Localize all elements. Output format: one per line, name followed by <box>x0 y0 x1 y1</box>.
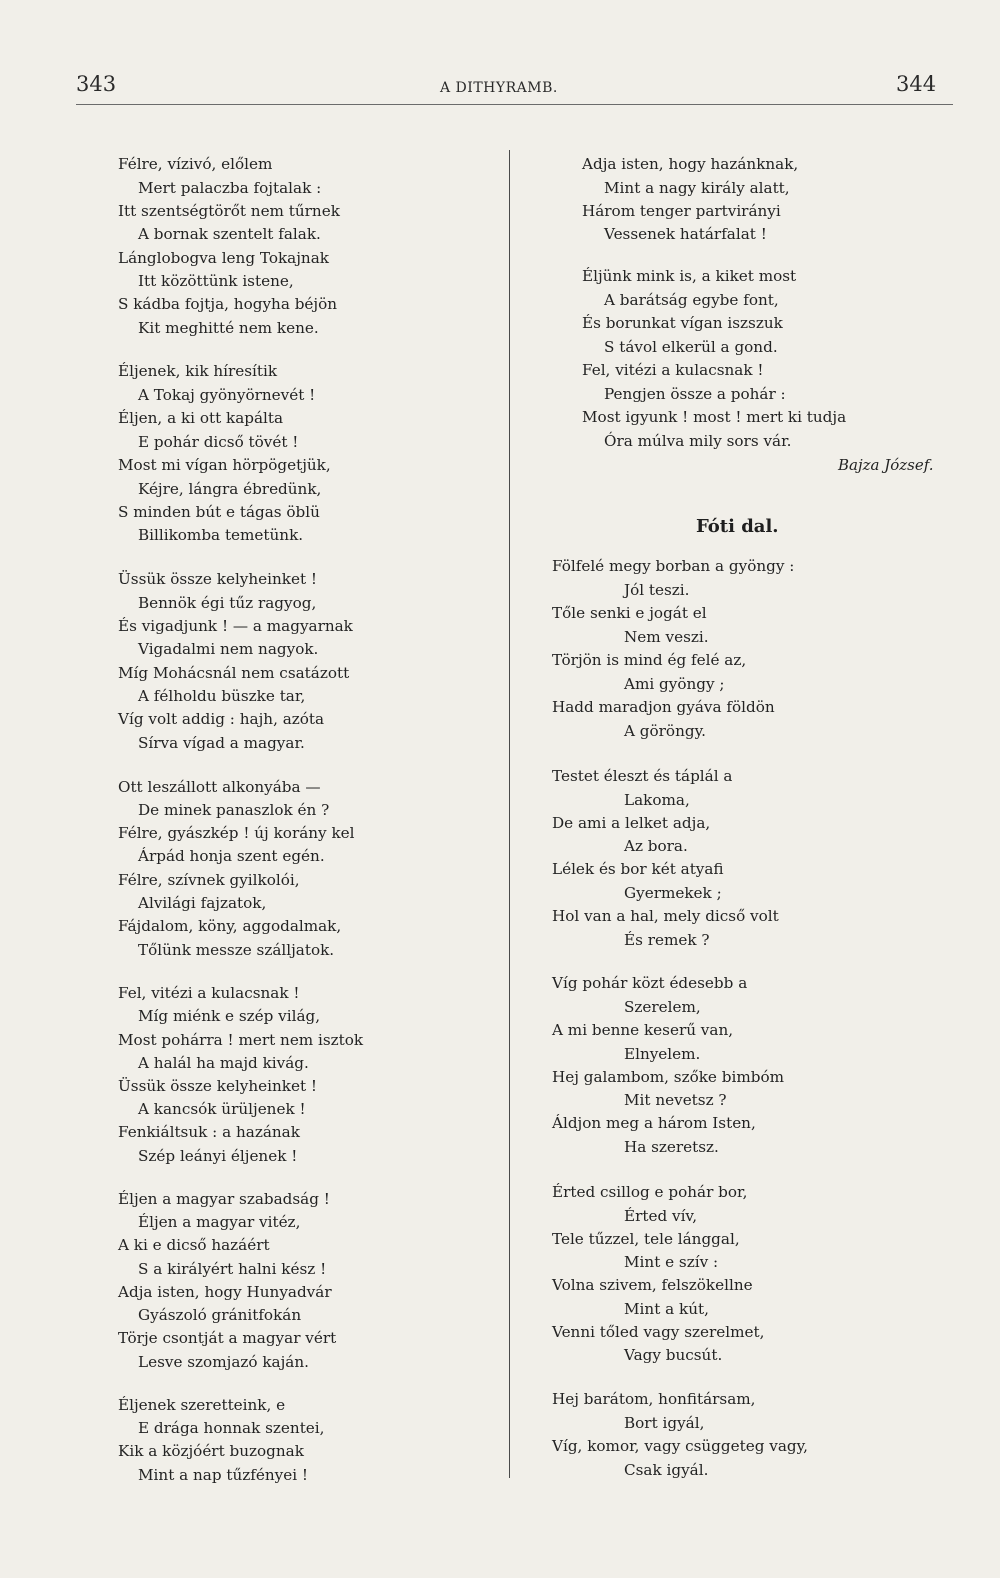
poem-left-line: De minek panaszlok én ? <box>138 801 330 819</box>
poem-foti-line: Elnyelem. <box>624 1045 701 1063</box>
running-title: A DITHYRAMB. <box>440 80 558 96</box>
poem-left-line: S kádba fojtja, hogyha béjön <box>118 295 338 313</box>
page-number-left: 343 <box>76 72 117 96</box>
poem-foti-line: Fölfelé megy borban a gyöngy : <box>552 557 795 575</box>
poem-left-line: Tőlünk messze szálljatok. <box>138 941 335 959</box>
poem-foti-line: Ami gyöngy ; <box>624 675 725 693</box>
poem-foti-line: Mint a kút, <box>624 1300 709 1318</box>
author-signature: Bajza József. <box>838 456 934 474</box>
poem-left-line: Félre, szívnek gyilkolói, <box>118 871 300 889</box>
poem-left-line: Míg Mohácsnál nem csatázott <box>118 664 350 682</box>
poem-foti-line: Hej galambom, szőke bimbóm <box>552 1068 784 1086</box>
poem-foti-line: Tele tűzzel, tele lánggal, <box>552 1230 740 1248</box>
poem-right-top-line: Adja isten, hogy hazánknak, <box>582 155 799 173</box>
poem-foti-line: Mint e szív : <box>624 1253 719 1271</box>
poem-left-line: Félre, vízivó, előlem <box>118 155 273 173</box>
poem-left-line: Alvilági fajzatok, <box>138 894 267 912</box>
poem-foti-line: Hol van a hal, mely dicső volt <box>552 907 779 925</box>
poem-right-top-line: És borunkat vígan iszszuk <box>582 314 783 332</box>
poem-foti-line: Szerelem, <box>624 998 701 1016</box>
poem-right-top-line: S távol elkerül a gond. <box>604 338 778 356</box>
poem-left-line: Éljen a magyar szabadság ! <box>118 1190 330 1208</box>
poem-left-line: Kik a közjóért buzognak <box>118 1442 304 1460</box>
poem-left-line: Félre, gyászkép ! új korány kel <box>118 824 355 842</box>
poem-title: Fóti dal. <box>696 516 779 537</box>
poem-foti-line: Csak igyál. <box>624 1461 709 1479</box>
poem-right-top-line: Most igyunk ! most ! mert ki tudja <box>582 408 847 426</box>
poem-foti-line: Ha szeretsz. <box>624 1138 719 1156</box>
poem-foti-line: Érted vív, <box>624 1207 698 1225</box>
poem-left-line: S a királyért halni kész ! <box>138 1260 327 1278</box>
poem-left-line: Ott leszállott alkonyába — <box>118 778 321 796</box>
poem-left-line: Bennök égi tűz ragyog, <box>138 594 317 612</box>
poem-left-line: Üssük össze kelyheinket ! <box>118 1077 318 1095</box>
poem-left-line: Gyászoló gránitfokán <box>138 1306 302 1324</box>
poem-left-line: Kéjre, lángra ébredünk, <box>138 480 322 498</box>
poem-foti-line: Mit nevetsz ? <box>624 1091 727 1109</box>
poem-foti-line: Érted csillog e pohár bor, <box>552 1183 748 1201</box>
poem-left-line: Éljen a magyar vitéz, <box>138 1213 301 1231</box>
poem-left-line: Víg volt addig : hajh, azóta <box>118 710 325 728</box>
poem-left-line: Most mi vígan hörpögetjük, <box>118 456 331 474</box>
poem-foti-line: Venni tőled vagy szerelmet, <box>552 1323 765 1341</box>
poem-foti-line: Hej barátom, honfitársam, <box>552 1390 756 1408</box>
poem-right-top-line: Óra múlva mily sors vár. <box>604 432 792 450</box>
poem-left-line: Billikomba temetünk. <box>138 526 304 544</box>
poem-left-line: Fájdalom, köny, aggodalmak, <box>118 917 342 935</box>
poem-right-top-line: Vessenek határfalat ! <box>604 225 767 243</box>
poem-left-line: Vigadalmi nem nagyok. <box>138 640 319 658</box>
poem-foti-line: Lélek és bor két atyafi <box>552 860 724 878</box>
poem-left-line: Árpád honja szent egén. <box>138 847 325 865</box>
poem-left-line: Lánglobogva leng Tokajnak <box>118 249 329 267</box>
poem-foti-line: Lakoma, <box>624 791 690 809</box>
poem-left-line: Éljenek szeretteink, e <box>118 1396 286 1414</box>
poem-foti-line: Gyermekek ; <box>624 884 722 902</box>
poem-foti-line: Volna szivem, felszökellne <box>552 1276 753 1294</box>
poem-left-line: S minden bút e tágas öblü <box>118 503 320 521</box>
poem-foti-line: Törjön is mind ég felé az, <box>552 651 747 669</box>
page-number-right: 344 <box>896 72 937 96</box>
poem-left-line: A félholdu büszke tar, <box>138 687 306 705</box>
poem-foti-line: Áldjon meg a három Isten, <box>552 1114 756 1132</box>
poem-foti-line: Nem veszi. <box>624 628 709 646</box>
poem-foti-line: Víg, komor, vagy csüggeteg vagy, <box>552 1437 809 1455</box>
poem-foti-line: Az bora. <box>624 837 688 855</box>
header-rule <box>76 104 953 105</box>
poem-left-line: Fel, vitézi a kulacsnak ! <box>118 984 300 1002</box>
poem-foti-line: És remek ? <box>624 931 710 949</box>
poem-left-line: Most pohárra ! mert nem isztok <box>118 1031 364 1049</box>
column-divider <box>509 150 510 1478</box>
poem-left-line: A halál ha majd kivág. <box>138 1054 309 1072</box>
poem-left-line: Itt szentségtörőt nem tűrnek <box>118 202 340 220</box>
poem-left-line: Lesve szomjazó kaján. <box>138 1353 309 1371</box>
poem-left-line: Éljen, a ki ott kapálta <box>118 409 284 427</box>
poem-foti-line: Víg pohár közt édesebb a <box>552 974 748 992</box>
poem-right-top-line: A barátság egybe font, <box>604 291 779 309</box>
poem-foti-line: Bort igyál, <box>624 1414 705 1432</box>
poem-foti-line: De ami a lelket adja, <box>552 814 711 832</box>
poem-foti-line: Hadd maradjon gyáva földön <box>552 698 775 716</box>
poem-left-line: Itt közöttünk istene, <box>138 272 294 290</box>
poem-left-line: Mint a nap tűzfényei ! <box>138 1466 309 1484</box>
poem-left-line: E drága honnak szentei, <box>138 1419 325 1437</box>
poem-left-line: Törje csontját a magyar vért <box>118 1329 337 1347</box>
poem-left-line: A kancsók ürüljenek ! <box>138 1100 306 1118</box>
poem-left-line: És vigadjunk ! — a magyarnak <box>118 617 353 635</box>
poem-foti-line: Tőle senki e jogát el <box>552 604 707 622</box>
poem-left-line: Mert palaczba fojtalak : <box>138 179 322 197</box>
poem-left-line: Kit meghitté nem kene. <box>138 319 319 337</box>
poem-left-line: A ki e dicső hazáért <box>118 1236 270 1254</box>
poem-left-line: A Tokaj gyönyörnevét ! <box>138 386 316 404</box>
poem-left-line: Míg miénk e szép világ, <box>138 1007 321 1025</box>
poem-right-top-line: Mint a nagy király alatt, <box>604 179 790 197</box>
poem-left-line: Szép leányi éljenek ! <box>138 1147 298 1165</box>
poem-foti-line: A mi benne keserű van, <box>552 1021 734 1039</box>
poem-foti-line: Jól teszi. <box>624 581 690 599</box>
poem-left-line: Üssük össze kelyheinket ! <box>118 570 318 588</box>
poem-left-line: Fenkiáltsuk : a hazának <box>118 1123 300 1141</box>
poem-left-line: Adja isten, hogy Hunyadvár <box>118 1283 332 1301</box>
poem-right-top-line: Fel, vitézi a kulacsnak ! <box>582 361 764 379</box>
poem-foti-line: Testet éleszt és táplál a <box>552 767 733 785</box>
poem-left-line: A bornak szentelt falak. <box>138 225 321 243</box>
poem-left-line: Éljenek, kik híresítik <box>118 362 278 380</box>
poem-foti-line: Vagy bucsút. <box>624 1346 723 1364</box>
poem-left-line: Sírva vígad a magyar. <box>138 734 305 752</box>
poem-foti-line: A göröngy. <box>624 722 706 740</box>
poem-right-top-line: Éljünk mink is, a kiket most <box>582 267 797 285</box>
poem-left-line: E pohár dicső tövét ! <box>138 433 299 451</box>
poem-right-top-line: Pengjen össze a pohár : <box>604 385 786 403</box>
poem-right-top-line: Három tenger partvirányi <box>582 202 781 220</box>
